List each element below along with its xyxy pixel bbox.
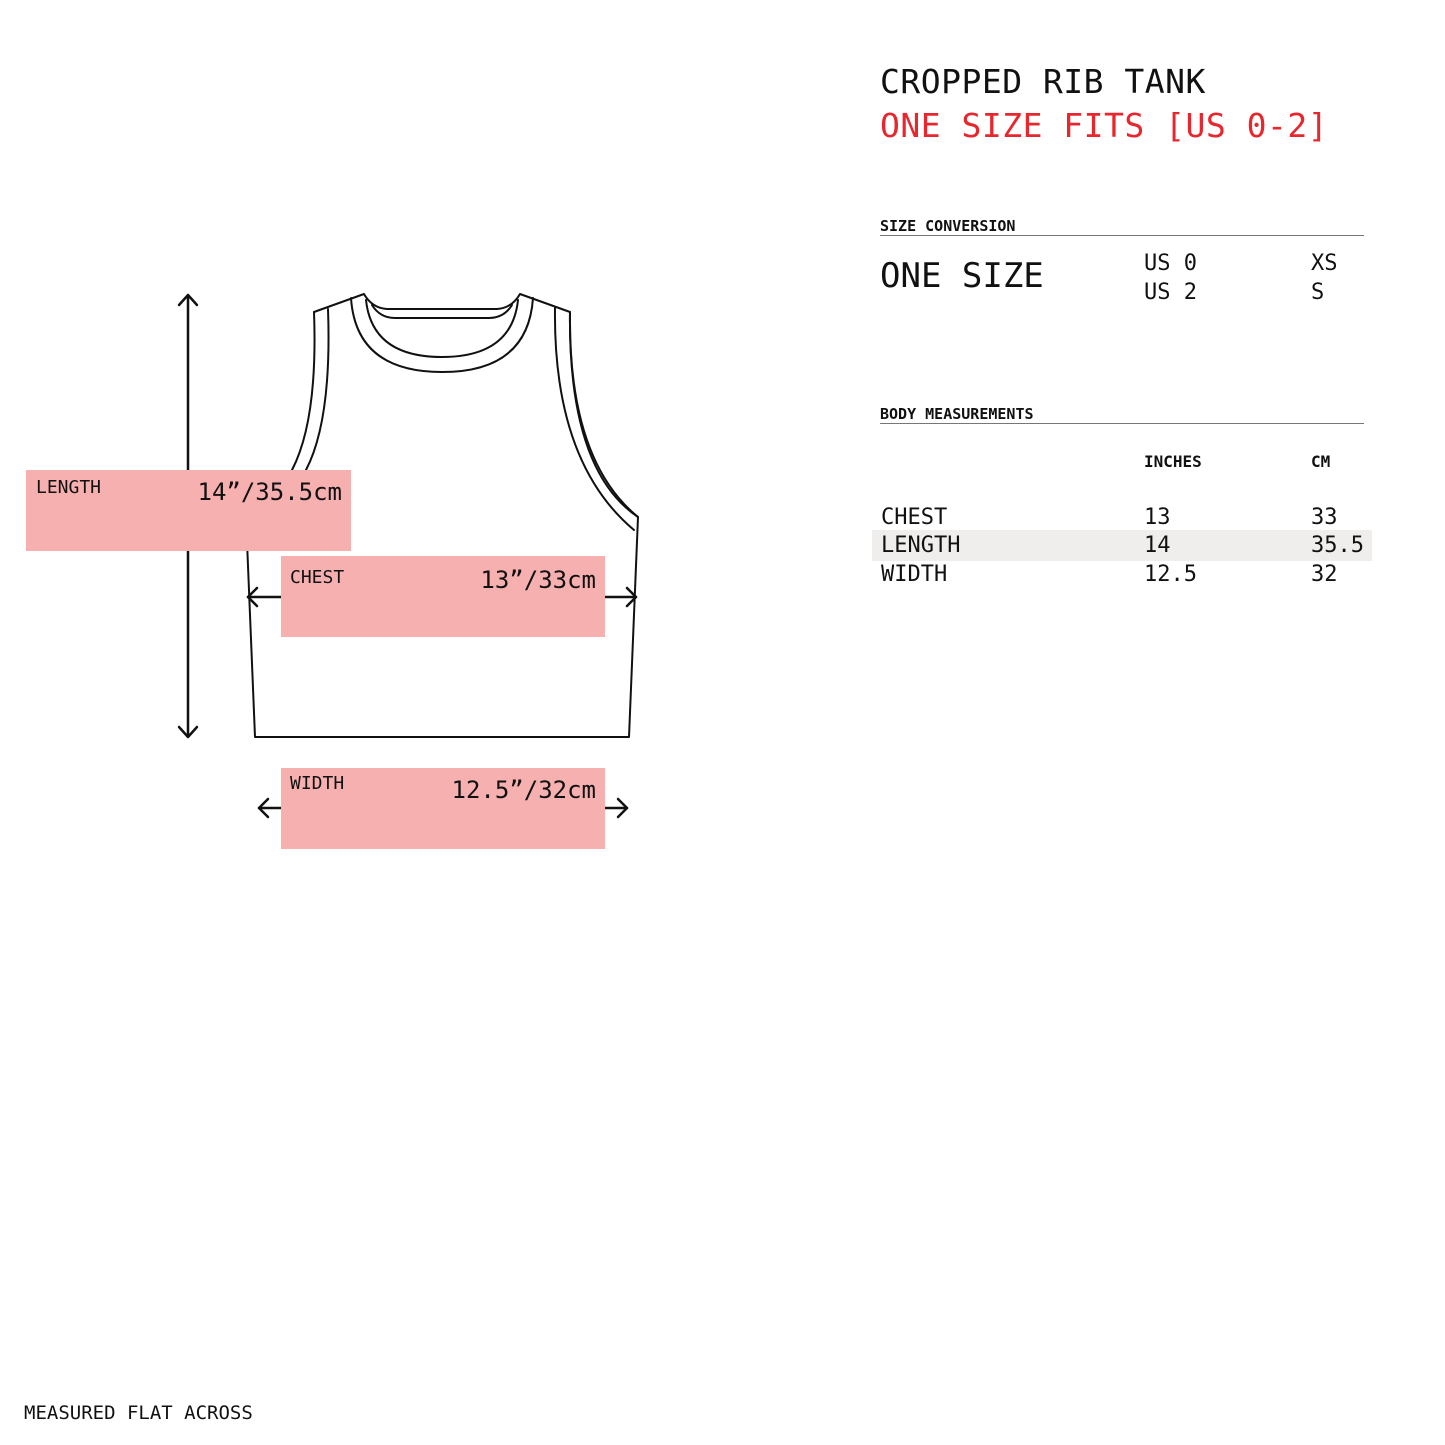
width-value: 12.5”/32cm bbox=[451, 776, 596, 804]
right-armhole-binding bbox=[570, 312, 638, 517]
product-title: CROPPED RIB TANK bbox=[880, 62, 1206, 101]
conversion-intl-1: S bbox=[1311, 280, 1325, 305]
left-armhole-binding bbox=[292, 312, 315, 470]
conversion-us-1: US 2 bbox=[1144, 280, 1197, 305]
garment-diagram bbox=[0, 0, 760, 900]
width-label: WIDTH bbox=[290, 773, 345, 794]
measurement-inches-length: 14 bbox=[1144, 533, 1171, 558]
measurement-name-width: WIDTH bbox=[881, 562, 948, 587]
measurement-cm-length: 35.5 bbox=[1311, 533, 1364, 558]
measurement-cm-width: 32 bbox=[1311, 562, 1338, 587]
column-header-inches: INCHES bbox=[1144, 452, 1202, 471]
column-header-cm: CM bbox=[1311, 452, 1331, 471]
footer-note: MEASURED FLAT ACROSS bbox=[24, 1402, 253, 1424]
product-subtitle: ONE SIZE FITS [US 0-2] bbox=[880, 106, 1329, 145]
length-label: LENGTH bbox=[36, 477, 102, 498]
measurement-cm-chest: 33 bbox=[1311, 505, 1338, 530]
measurement-name-length: LENGTH bbox=[881, 533, 961, 558]
chest-label: CHEST bbox=[290, 567, 345, 588]
size-label: ONE SIZE bbox=[880, 256, 1044, 296]
chest-value: 13”/33cm bbox=[480, 566, 596, 594]
measurement-name-chest: CHEST bbox=[881, 505, 948, 530]
length-value: 14”/35.5cm bbox=[197, 478, 342, 506]
measurement-inches-chest: 13 bbox=[1144, 505, 1171, 530]
body-measurements-heading: BODY MEASUREMENTS bbox=[880, 405, 1364, 424]
size-conversion-heading: SIZE CONVERSION bbox=[880, 217, 1364, 236]
conversion-us-0: US 0 bbox=[1144, 251, 1197, 276]
conversion-intl-0: XS bbox=[1311, 251, 1338, 276]
measurement-inches-width: 12.5 bbox=[1144, 562, 1197, 587]
